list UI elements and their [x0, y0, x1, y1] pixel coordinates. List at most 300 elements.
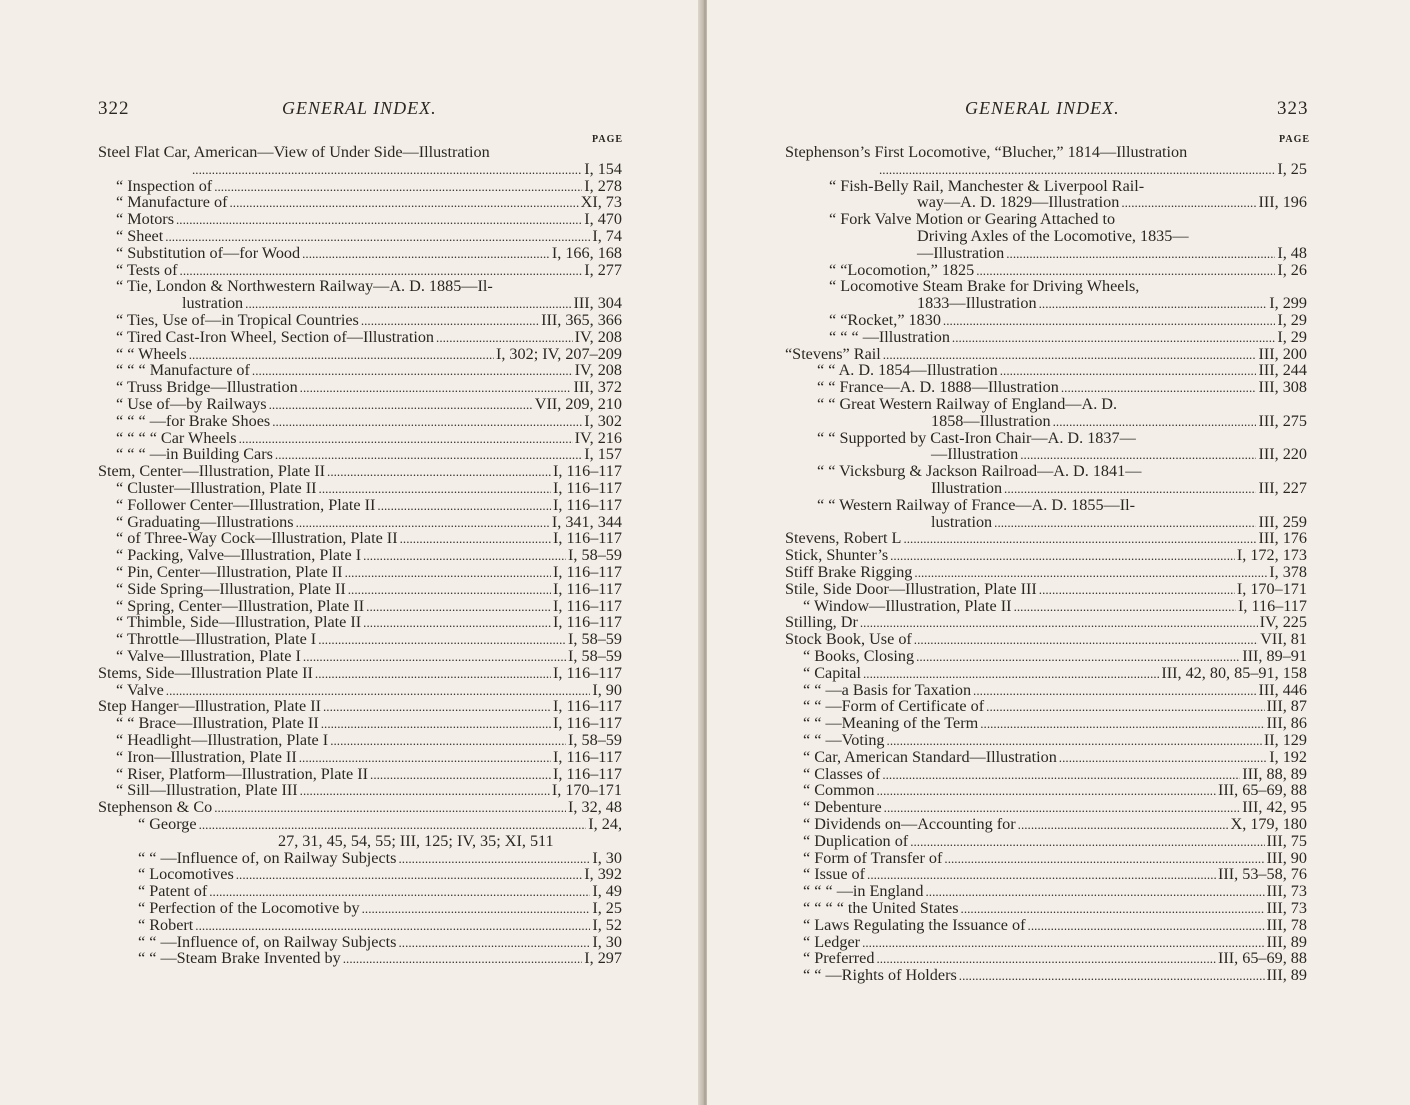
entry-page-reference: I, 58–59 [568, 630, 622, 649]
index-entry [98, 161, 622, 178]
dot-leader [343, 950, 583, 967]
entry-page-reference: I, 116–117 [553, 579, 622, 598]
entry-text: “ Fish-Belly Rail, Manchester & Liverpool Rail- [829, 176, 1145, 195]
entry-text: “ “ Wheels [116, 344, 187, 363]
entry-text: “ Duplication of [803, 831, 909, 850]
entry-page-reference: III, 220 [1258, 445, 1307, 464]
dot-leader [944, 850, 1264, 867]
index-entry [785, 581, 1307, 598]
entry-text: “ “ Great Western Railway of England—A. D. [817, 395, 1118, 413]
dot-leader [914, 631, 1258, 648]
index-entry [785, 514, 1307, 531]
entry-text: Step Hanger—Illustration, Plate II [98, 697, 321, 716]
index-entry [98, 631, 622, 648]
entry-page-reference: I, 166, 168 [551, 243, 622, 262]
entry-page-reference: I, 49 [592, 882, 622, 901]
entry-page-reference: I, 392 [584, 865, 622, 884]
index-entry [98, 883, 622, 900]
entry-text: “ “Rocket,” 1830 [829, 311, 941, 329]
dot-leader [361, 312, 539, 329]
running-head-left: GENERAL INDEX. [282, 98, 437, 118]
entry-text: Steel Flat Car, American—View of Under Side—Illustration [98, 143, 490, 161]
entry-text: “ Valve—Illustration, Plate I [116, 647, 301, 665]
dot-leader [1028, 917, 1265, 934]
index-entry [98, 917, 622, 934]
dot-leader [879, 161, 1275, 178]
index-entry [98, 228, 622, 245]
dot-leader [192, 161, 582, 178]
dot-leader [1018, 816, 1229, 833]
dot-leader [860, 614, 1258, 631]
index-entry [98, 530, 622, 547]
entry-page-reference: III, 275 [1258, 411, 1307, 430]
entry-text: “ Robert [138, 915, 194, 934]
entry-text: Stephenson & Co [98, 798, 213, 817]
entry-text: Stem, Center—Illustration, Plate II [98, 462, 326, 481]
index-entry [785, 530, 1307, 547]
entry-page-reference: I, 116–117 [553, 747, 622, 766]
entry-page-reference: III, 65–69, 88 [1217, 949, 1307, 968]
index-entry [785, 749, 1307, 766]
entry-page-reference: I, 170–171 [551, 781, 622, 800]
dot-leader [321, 715, 551, 732]
dot-leader [180, 262, 583, 279]
entry-text: Stems, Side—Illustration Plate II [98, 663, 313, 682]
dot-leader [436, 329, 573, 346]
index-entry [98, 866, 622, 883]
entry-text: “ Perfection of the Locomotive by [138, 899, 360, 917]
dot-leader [1053, 413, 1257, 430]
entry-text: “ “ A. D. 1854—Illustration [817, 361, 998, 380]
entry-text: “ Graduating—Illustrations [116, 512, 294, 531]
entry-text: —Illustration [917, 243, 1005, 262]
entry-page-reference: IV, 208 [574, 361, 622, 380]
entry-page-reference: I, 58–59 [568, 546, 622, 565]
entry-page-reference: I, 116–117 [553, 462, 622, 481]
entry-text: “ Car, American Standard—Illustration [803, 747, 1057, 766]
dot-leader [300, 379, 572, 396]
index-entry [785, 144, 1307, 161]
dot-leader [327, 463, 551, 480]
entry-text: “ Manufacture of [116, 193, 228, 212]
entry-page-reference: III, 65–69, 88 [1217, 781, 1307, 800]
entry-page-reference: I, 25 [592, 899, 622, 917]
index-entry [785, 396, 1307, 413]
index-entry [785, 900, 1307, 917]
entry-text: “ Locomotives [138, 865, 234, 884]
dot-leader [370, 766, 551, 783]
index-entry [98, 682, 622, 699]
index-entry [785, 631, 1307, 648]
entry-text: Stick, Shunter’s [785, 546, 889, 565]
dot-leader [323, 698, 551, 715]
dot-leader [302, 245, 550, 262]
index-entry [785, 883, 1307, 900]
dot-leader [882, 766, 1240, 783]
dot-leader [862, 934, 1264, 951]
dot-leader [318, 631, 566, 648]
entry-text: “ “ Brace—Illustration, Plate II [116, 714, 319, 733]
left-page [0, 0, 703, 1105]
entry-text: way—A. D. 1829—Illustration [917, 193, 1120, 212]
dot-leader [303, 648, 566, 665]
entry-text: “ Classes of [803, 764, 881, 783]
entry-page-reference: VII, 81 [1260, 630, 1307, 649]
entry-page-reference: III, 90 [1266, 848, 1307, 867]
index-entry [785, 850, 1307, 867]
index-entry [785, 346, 1307, 363]
entry-page-reference: I, 116–117 [553, 714, 622, 733]
index-entry [785, 329, 1307, 346]
entry-text: “ “ —Influence of, on Railway Subjects [138, 932, 397, 951]
index-entry [98, 262, 622, 279]
index-entry [98, 379, 622, 396]
entry-text: “ Use of—by Railways [116, 395, 267, 413]
entry-text: “ “ Vicksburg & Jackson Railroad—A. D. 1841— [817, 462, 1142, 481]
index-entry [785, 732, 1307, 749]
dot-leader [239, 430, 573, 447]
index-entry [98, 715, 622, 732]
dot-leader [903, 530, 1256, 547]
index-entry [98, 581, 622, 598]
dot-leader [252, 362, 573, 379]
dot-leader [165, 228, 590, 245]
index-entry [98, 178, 622, 195]
dot-leader [362, 900, 591, 917]
index-entry [785, 816, 1307, 833]
entry-page-reference: I, 29 [1277, 327, 1307, 346]
entry-text: “ Pin, Center—Illustration, Plate II [116, 563, 343, 581]
entry-text: “ Cluster—Illustration, Plate II [116, 479, 317, 497]
entry-text: “ “ “ —Illustration [829, 327, 950, 346]
index-entry [785, 178, 1307, 195]
dot-leader [884, 799, 1241, 816]
entry-page-reference: I, 297 [584, 949, 622, 968]
entry-text: “ Fork Valve Motion or Gearing Attached to [829, 210, 1116, 229]
entry-page-reference: I, 154 [584, 159, 622, 178]
dot-leader [887, 732, 1262, 749]
dot-leader [245, 295, 571, 312]
index-entry [98, 396, 622, 413]
entry-page-reference: I, 277 [584, 260, 622, 279]
entry-page-reference: I, 48 [1277, 243, 1307, 262]
index-entry [98, 312, 622, 329]
dot-leader [910, 833, 1264, 850]
entry-page-reference: III, 86 [1266, 714, 1307, 733]
index-entry [785, 766, 1307, 783]
entry-text: “ Truss Bridge—Illustration [116, 378, 298, 397]
index-entry [98, 732, 622, 749]
entry-text: Stilling, Dr [785, 613, 858, 632]
entry-page-reference: I, 157 [584, 445, 622, 464]
index-entry [785, 967, 1307, 984]
index-entry [785, 161, 1307, 178]
index-entry [785, 866, 1307, 883]
page-column-label-left: PAGE [592, 134, 624, 145]
dot-leader [345, 564, 551, 581]
entry-page-reference: III, 75 [1266, 831, 1307, 850]
entry-text: Stock Book, Use of [785, 630, 912, 649]
index-entry [98, 749, 622, 766]
entry-text: “ George [138, 815, 197, 833]
dot-leader [299, 749, 551, 766]
index-entry [785, 312, 1307, 329]
dot-leader [236, 866, 582, 883]
dot-leader [1006, 245, 1275, 262]
index-entry [98, 295, 622, 312]
entry-text: “ Capital [803, 663, 861, 682]
dot-leader [952, 329, 1275, 346]
dot-leader [296, 514, 550, 531]
entry-page-reference: I, 116–117 [553, 764, 622, 783]
page-number-right: 323 [1277, 98, 1309, 119]
index-entry [785, 430, 1307, 447]
dot-leader [209, 883, 590, 900]
entry-page-reference: I, 116–117 [553, 697, 622, 716]
entry-page-reference: X, 179, 180 [1230, 815, 1307, 833]
entry-page-reference: I, 25 [1277, 159, 1307, 178]
entry-page-reference: III, 308 [1258, 378, 1307, 397]
entry-text: “ “ —a Basis for Taxation [803, 680, 972, 699]
entry-text: Stile, Side Door—Illustration, Plate III [785, 579, 1037, 598]
entry-page-reference: III, 42, 80, 85–91, 158 [1161, 663, 1307, 682]
entry-page-reference: I, 116–117 [553, 563, 622, 581]
entry-text: Illustration [931, 479, 1003, 497]
entry-page-reference: I, 172, 173 [1236, 546, 1307, 565]
dot-leader [925, 883, 1264, 900]
entry-text: “ of Three-Way Cock—Illustration, Plate II [116, 529, 398, 548]
entry-page-reference: I, 116–117 [553, 613, 622, 632]
index-entry [785, 782, 1307, 799]
dot-leader [272, 413, 582, 430]
index-entry [785, 698, 1307, 715]
dot-leader [1061, 379, 1257, 396]
index-entry [785, 362, 1307, 379]
dot-leader [890, 547, 1235, 564]
index-entry [98, 816, 622, 833]
index-entry [785, 564, 1307, 581]
index-entry [98, 413, 622, 430]
entry-text: “Stevens” Rail [785, 344, 881, 363]
entry-page-reference: I, 278 [584, 176, 622, 195]
dot-leader [980, 715, 1264, 732]
page-number-left: 322 [98, 98, 130, 119]
entry-text: “ Issue of [803, 865, 866, 884]
index-entry [98, 346, 622, 363]
entry-text: “ “ Western Railway of France—A. D. 1855—Il- [817, 495, 1136, 514]
dot-leader [961, 900, 1265, 917]
index-entry [785, 245, 1307, 262]
index-entry [785, 497, 1307, 514]
index-entry [785, 917, 1307, 934]
index-entry [785, 682, 1307, 699]
dot-leader [914, 564, 1267, 581]
entry-text: “ Laws Regulating the Issuance of [803, 915, 1026, 934]
entry-page-reference: I, 29 [1277, 311, 1307, 329]
index-entry [785, 446, 1307, 463]
dot-leader [315, 665, 551, 682]
index-entry [785, 211, 1307, 228]
entry-page-reference: I, 192 [1269, 747, 1307, 766]
entry-page-reference: III, 53–58, 76 [1217, 865, 1307, 884]
dot-leader [994, 514, 1256, 531]
entry-page-reference: III, 73 [1266, 899, 1307, 917]
dot-leader [1000, 362, 1257, 379]
entry-page-reference: I, 116–117 [553, 663, 622, 682]
index-entry [98, 900, 622, 917]
dot-leader [398, 850, 590, 867]
entry-page-reference: I, 90 [592, 680, 622, 699]
index-entry [98, 463, 622, 480]
index-entry [785, 648, 1307, 665]
entry-page-reference: I, 24, [588, 815, 622, 833]
entry-text: “ “ —Rights of Holders [803, 966, 957, 985]
entry-text: “ Headlight—Illustration, Plate I [116, 731, 329, 749]
entry-text: “ Motors [116, 210, 174, 229]
dot-leader [1039, 295, 1268, 312]
dot-leader [883, 346, 1257, 363]
entry-page-reference: I, 52 [592, 915, 622, 934]
dot-leader [348, 581, 551, 598]
entry-page-reference: I, 32, 48 [568, 798, 622, 817]
entry-text: Driving Axles of the Locomotive, 1835— [917, 227, 1189, 245]
dot-leader [973, 682, 1256, 699]
entry-text: “ Dividends on—Accounting for [803, 815, 1016, 833]
index-entry [98, 362, 622, 379]
entry-text: “ “ —Form of Certificate of [803, 697, 985, 716]
entry-page-reference: III, 89 [1266, 966, 1307, 985]
entry-page-reference: I, 341, 344 [551, 512, 622, 531]
entry-text: “ Common [803, 781, 875, 800]
entry-text: “ “ “ —in Building Cars [116, 445, 273, 464]
index-entry [785, 950, 1307, 967]
entry-text: “ Side Spring—Illustration, Plate II [116, 579, 346, 598]
dot-leader [1039, 581, 1235, 598]
index-entry [98, 564, 622, 581]
entry-page-reference: I, 299 [1269, 294, 1307, 313]
index-entry [785, 715, 1307, 732]
entry-page-reference: I, 302; IV, 207–209 [495, 344, 622, 363]
entry-text: “ Form of Transfer of [803, 848, 943, 867]
entry-text: “ Sill—Illustration, Plate III [116, 781, 298, 800]
index-entry [785, 480, 1307, 497]
index-entry [98, 211, 622, 228]
entry-page-reference: I, 116–117 [553, 479, 622, 497]
entry-text: “ Tired Cast-Iron Wheel, Section of—Illustration [116, 327, 435, 346]
entry-page-reference: I, 58–59 [568, 731, 622, 749]
index-entry [785, 547, 1307, 564]
entry-text: “ Throttle—Illustration, Plate I [116, 630, 317, 649]
entry-text: “ “Locomotion,” 1825 [829, 260, 975, 279]
index-entry [98, 430, 622, 447]
dot-leader [1020, 446, 1256, 463]
entry-text: “ “ —Meaning of the Term [803, 714, 979, 733]
entry-page-reference: IV, 216 [574, 428, 622, 447]
dot-leader [214, 178, 582, 195]
index-entry [98, 833, 622, 850]
dot-leader [1059, 749, 1267, 766]
index-entry [785, 614, 1307, 631]
entry-text: “ Packing, Valve—Illustration, Plate I [116, 546, 362, 565]
running-head-right: GENERAL INDEX. [965, 98, 1120, 118]
index-entry [785, 598, 1307, 615]
entry-page-reference: III, 87 [1266, 697, 1307, 716]
index-entry [98, 614, 622, 631]
entry-page-reference: I, 30 [592, 932, 622, 951]
index-entry [98, 766, 622, 783]
entry-page-reference: III, 42, 95 [1242, 798, 1307, 817]
entry-page-reference: III, 176 [1258, 529, 1307, 548]
dot-leader [876, 950, 1216, 967]
entry-page-reference: I, 116–117 [553, 596, 622, 615]
index-entry [785, 278, 1307, 295]
entry-text: “ “ Supported by Cast-Iron Chair—A. D. 1837— [817, 428, 1136, 447]
entry-page-reference: I, 58–59 [568, 647, 622, 665]
entry-page-reference: I, 378 [1269, 563, 1307, 581]
entry-text: 1833—Illustration [917, 294, 1037, 313]
index-entry [785, 665, 1307, 682]
entry-text: “ Valve [116, 680, 164, 699]
dot-leader [214, 799, 566, 816]
entry-page-reference: III, 73 [1266, 882, 1307, 901]
dot-leader [863, 665, 1159, 682]
entry-text: Stephenson’s First Locomotive, “Blucher,” 1814—Illustration [785, 143, 1188, 161]
index-entry [785, 799, 1307, 816]
index-entry [98, 497, 622, 514]
entry-page-reference: III, 88, 89 [1242, 764, 1307, 783]
entry-page-reference: III, 89 [1266, 932, 1307, 951]
entry-text: “ Inspection of [116, 176, 213, 195]
entry-page-reference: III, 89–91 [1242, 647, 1307, 665]
index-entry [98, 648, 622, 665]
entry-page-reference: I, 30 [592, 848, 622, 867]
entry-text: “ Preferred [803, 949, 875, 968]
entry-page-reference: III, 227 [1258, 479, 1307, 497]
entry-page-reference: III, 446 [1258, 680, 1307, 699]
index-entry [98, 799, 622, 816]
entry-text: —Illustration [931, 445, 1019, 464]
entry-text: “ “ “ “ the United States [803, 899, 959, 917]
dot-leader [366, 598, 551, 615]
entry-text: “ Ties, Use of—in Tropical Countries [116, 311, 359, 329]
entry-page-reference: I, 116–117 [1238, 596, 1307, 615]
dot-leader [189, 346, 494, 363]
index-entry [98, 850, 622, 867]
dot-leader [943, 312, 1275, 329]
entry-page-reference: I, 74 [592, 227, 622, 245]
index-entry [98, 194, 622, 211]
index-entry [98, 598, 622, 615]
dot-leader [377, 497, 551, 514]
index-entry [785, 413, 1307, 430]
entry-text: Stevens, Robert L [785, 529, 902, 548]
dot-leader [916, 648, 1240, 665]
entry-page-reference: III, 365, 366 [541, 311, 622, 329]
entry-text: Stiff Brake Rigging [785, 563, 913, 581]
entry-text: “ “ France—A. D. 1888—Illustration [817, 378, 1059, 397]
entry-text: 27, 31, 45, 54, 55; III, 125; IV, 35; XI, 511 [278, 831, 554, 850]
index-entry [98, 665, 622, 682]
entry-text: “ Spring, Center—Illustration, Plate II [116, 596, 365, 615]
dot-leader [400, 530, 551, 547]
index-entry [785, 379, 1307, 396]
dot-leader [363, 614, 551, 631]
entry-page-reference: I, 26 [1277, 260, 1307, 279]
dot-leader [176, 211, 582, 228]
index-entry [98, 934, 622, 951]
dot-leader [959, 967, 1265, 984]
index-entry [98, 782, 622, 799]
